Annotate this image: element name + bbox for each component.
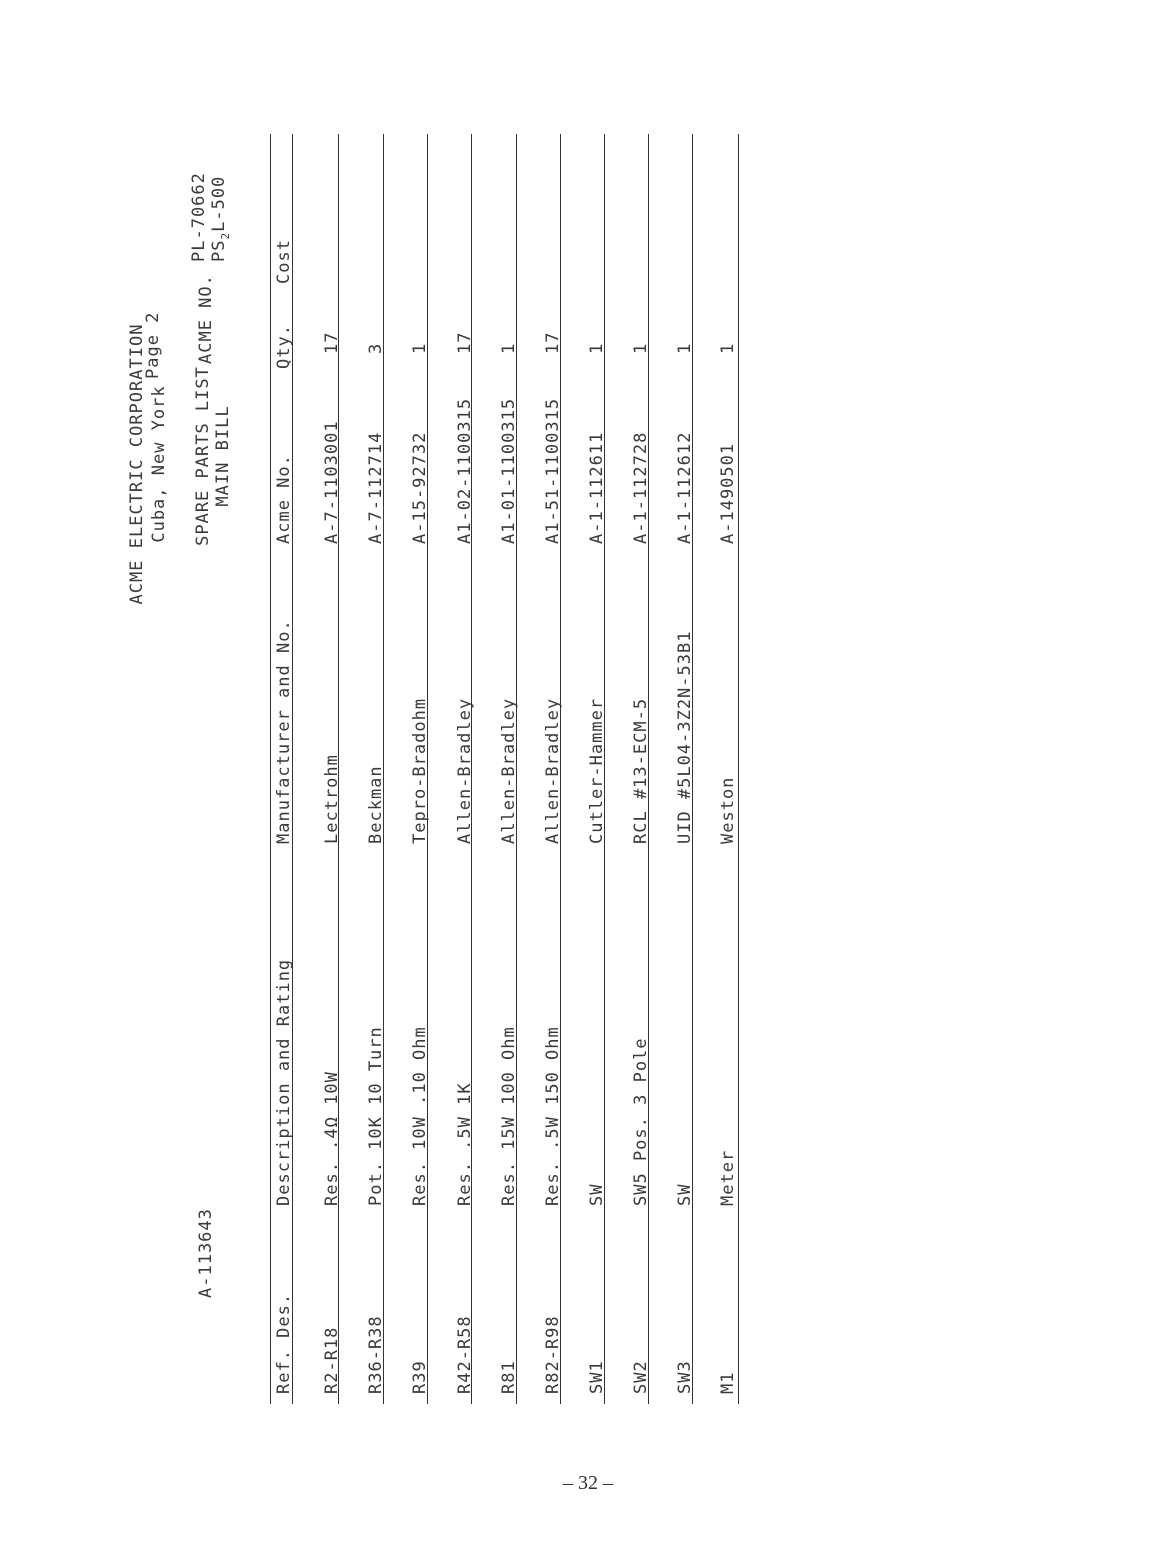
row-3-qty: 1: [410, 342, 430, 354]
page-label: Page 2: [143, 311, 163, 379]
row-7-ref: SW1: [587, 1360, 607, 1394]
row-6-manufacturer: Allen-Bradley: [543, 697, 563, 844]
acme-no-label: ACME NO.: [196, 274, 216, 364]
row-7-acme-no: A-1-112611: [587, 431, 607, 544]
row-3-manufacturer: Tepro-Bradohm: [410, 697, 430, 844]
row-8-qty: 1: [631, 342, 651, 354]
row-5-rule: [516, 134, 517, 1404]
row-8-rule: [648, 134, 649, 1404]
row-1-ref: R2-R18: [322, 1326, 342, 1394]
row-2-ref: R36-R38: [366, 1315, 386, 1394]
row-6-ref: R82-R98: [543, 1315, 563, 1394]
row-7-manufacturer: Cutler-Hammer: [587, 697, 607, 844]
row-10-acme-no: A-1490501: [718, 442, 738, 544]
row-8-acme-no: A-1-112728: [631, 431, 651, 544]
document-number: A-113643: [196, 1208, 216, 1298]
row-9-rule: [692, 134, 693, 1404]
row-4-manufacturer: Allen-Bradley: [455, 697, 475, 844]
row-6-acme-no: A1-51-1100315: [543, 397, 563, 544]
column-header-acme-no: Acme No.: [274, 454, 294, 544]
row-8-description: SW5 Pos. 3 Pole: [631, 1037, 651, 1206]
row-5-acme-no: A1-01-1100315: [499, 397, 519, 544]
row-7-rule: [604, 134, 605, 1404]
row-5-manufacturer: Allen-Bradley: [499, 697, 519, 844]
row-3-ref: R39: [410, 1360, 430, 1394]
row-4-description: Res. .5W 1K: [455, 1082, 475, 1206]
row-2-qty: 3: [366, 342, 386, 354]
row-4-ref: R42-R58: [455, 1315, 475, 1394]
column-header-description: Description and Rating: [274, 958, 294, 1206]
row-10-rule: [738, 134, 739, 1404]
row-5-qty: 1: [499, 342, 519, 354]
column-header-qty: Qty.: [274, 324, 294, 369]
row-2-acme-no: A-7-112714: [366, 431, 386, 544]
row-3-rule: [427, 134, 428, 1404]
row-4-acme-no: A1-02-1100315: [455, 397, 475, 544]
row-3-description: Res. 10W .10 Ohm: [410, 1026, 430, 1206]
row-8-ref: SW2: [631, 1360, 651, 1394]
row-9-qty: 1: [675, 342, 695, 354]
row-9-description: SW: [675, 1183, 695, 1206]
row-4-rule: [471, 134, 472, 1404]
row-2-rule: [383, 134, 384, 1404]
row-3-acme-no: A-15-92732: [410, 431, 430, 544]
row-6-description: Res. .5W 150 Ohm: [543, 1026, 563, 1206]
row-10-ref: M1: [718, 1371, 738, 1394]
row-7-qty: 1: [587, 342, 607, 354]
row-2-manufacturer: Beckman: [366, 765, 386, 844]
row-1-rule: [338, 134, 339, 1404]
row-9-acme-no: A-1-112612: [675, 431, 695, 544]
row-6-qty: 17: [543, 331, 563, 354]
column-header-manufacturer: Manufacturer and No.: [274, 619, 294, 844]
column-header-cost: Cost: [274, 239, 294, 284]
row-2-description: Pot. 10K 10 Turn: [366, 1026, 386, 1206]
list-title: SPARE PARTS LIST: [193, 366, 213, 546]
row-10-manufacturer: Weston: [718, 776, 738, 844]
row-1-description: Res. .4Ω 10W: [322, 1071, 342, 1206]
row-5-ref: R81: [499, 1360, 519, 1394]
row-7-description: SW: [587, 1183, 607, 1206]
acme-no-value-2-prefix: PS: [209, 239, 229, 262]
row-5-description: Res. 15W 100 Ohm: [499, 1026, 519, 1206]
column-header-ref: Ref. Des.: [274, 1292, 294, 1394]
row-6-rule: [560, 134, 561, 1404]
acme-no-value-2-subscript: 2: [219, 231, 232, 240]
row-9-ref: SW3: [675, 1360, 695, 1394]
page-number: – 32 –: [563, 1472, 613, 1494]
row-4-qty: 17: [455, 331, 475, 354]
row-9-manufacturer: UID #5L04-3Z2N-53B1: [675, 630, 695, 844]
table-top-rule: [270, 134, 271, 1404]
company-location: Cuba, New York: [149, 385, 169, 543]
row-1-acme-no: A-7-1103001: [322, 420, 342, 544]
row-1-qty: 17: [322, 331, 342, 354]
acme-no-value-2-suffix: L-500: [209, 175, 229, 232]
row-8-manufacturer: RCL #13-ECM-5: [631, 697, 651, 844]
acme-no-value-1: PL-70662: [189, 172, 209, 262]
row-10-qty: 1: [718, 342, 738, 354]
company-name: ACME ELECTRIC CORPORATION: [127, 323, 147, 605]
list-subtitle: MAIN BILL: [213, 405, 233, 507]
row-1-manufacturer: Lectrohm: [322, 754, 342, 844]
acme-no-value-2: [209, 176, 232, 262]
row-10-description: Meter: [718, 1149, 738, 1206]
